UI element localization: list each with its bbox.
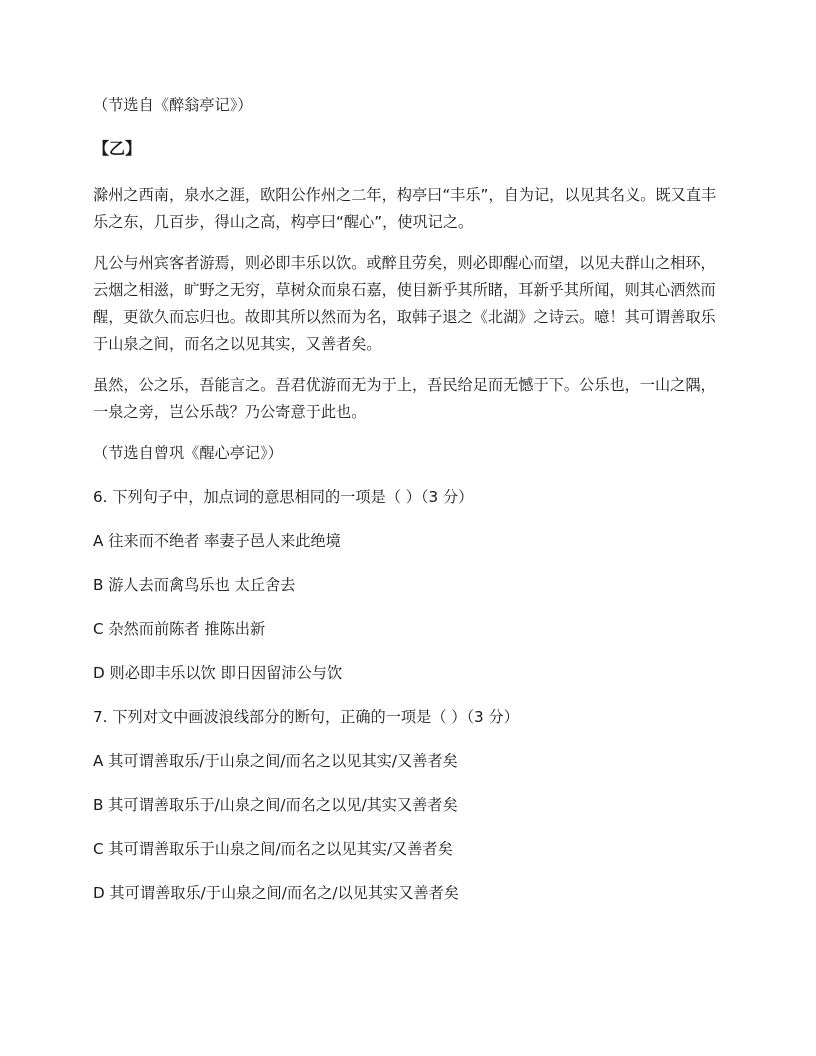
passage-paragraph-2: 凡公与州宾客者游焉，则必即丰乐以饮。或醉且劳矣，则必即醒心而望，以见夫群山之相环，云烟之相滋，旷野之无穷，草树众而泉石嘉，使目新乎其所睹，耳新乎其所闻，则其心洒然而醒，更欲久而忘归也。故即其所以然而为名，取韩子退之《北湖》之诗云。噫！其可谓善取乐于山泉之间，而名之以见其实，又善者矣。 <box>93 254 716 353</box>
question-6-option-d: D 则必即丰乐以饮 即日因留沛公与饮 <box>93 664 343 682</box>
question-7-option-a: A 其可谓善取乐/于山泉之间/而名之以见其实/又善者矣 <box>93 752 458 770</box>
passage-paragraph-1: 滁州之西南，泉水之涯，欧阳公作州之二年，构亭曰“丰乐”，自为记，以见其名义。既又直丰乐之东，几百步，得山之高，构亭曰“醒心”，使巩记之。 <box>93 186 717 231</box>
question-6-option-b: B 游人去而禽鸟乐也 太丘舍去 <box>93 576 296 594</box>
section-heading-yi: 【乙】 <box>93 139 142 158</box>
question-7-option-c: C 其可谓善取乐于山泉之间/而名之以见其实/又善者矣 <box>93 840 453 858</box>
source-citation-1: （节选自《醉翁亭记》） <box>93 96 253 114</box>
question-7-stem: 7. 下列对文中画波浪线部分的断句，正确的一项是（ ）（3 分） <box>93 708 519 726</box>
question-6-option-c: C 杂然而前陈者 推陈出新 <box>93 620 266 638</box>
document-content <box>93 92 723 924</box>
question-7-option-d: D 其可谓善取乐/于山泉之间/而名之/以见其实又善者矣 <box>93 884 459 902</box>
source-citation-2: （节选自曾巩《醒心亭记》） <box>93 444 283 462</box>
question-6-option-a: A 往来而不绝者 率妻子邑人来此绝境 <box>93 532 341 550</box>
question-7-option-b: B 其可谓善取乐于/山泉之间/而名之以见/其实又善者矣 <box>93 796 458 814</box>
passage-paragraph-3: 虽然，公之乐，吾能言之。吾君优游而无为于上，吾民给足而无憾于下。公乐也，一山之隅，一泉之旁，岂公乐哉？乃公寄意于此也。 <box>93 376 716 421</box>
question-6-stem: 6. 下列句子中，加点词的意思相同的一项是（ ）（3 分） <box>93 488 474 506</box>
